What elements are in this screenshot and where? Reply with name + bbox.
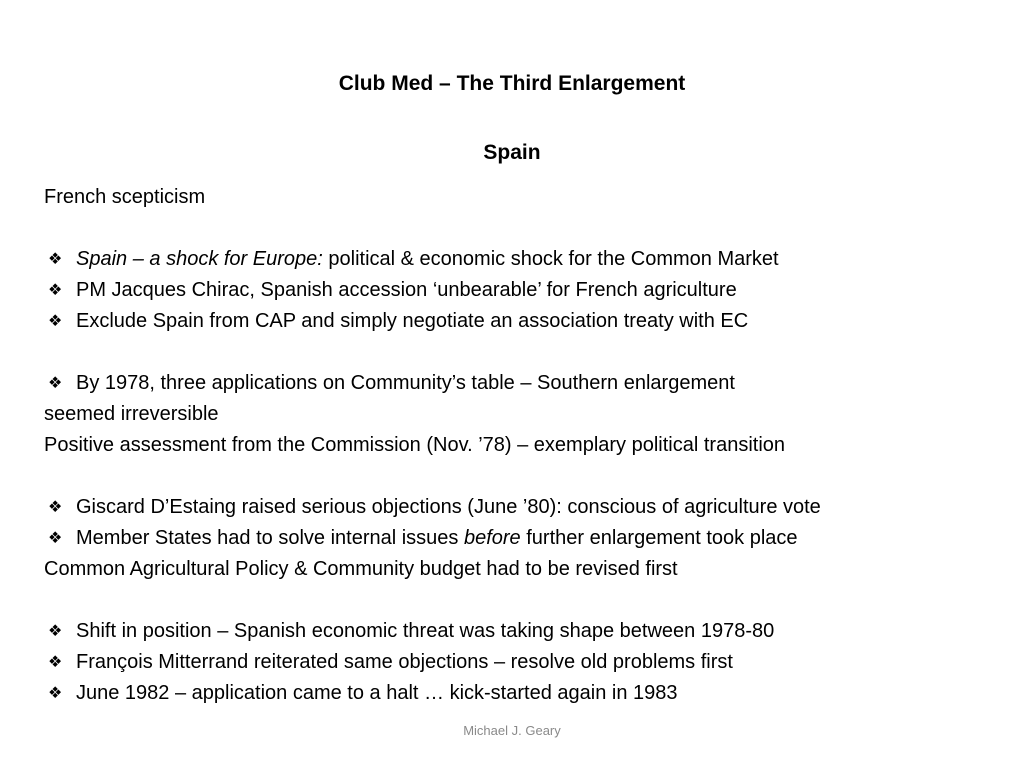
bullet-diamond-icon: ❖ [48, 499, 63, 516]
bullet-diamond-icon: ❖ [48, 685, 63, 702]
bullet-text: political & economic shock for the Common Market [322, 248, 779, 270]
slide-footer: Michael J. Geary [463, 723, 561, 738]
spacer [44, 213, 984, 244]
spacer [44, 337, 984, 368]
bullet-item [44, 616, 984, 647]
intro-text: French scepticism [44, 186, 206, 208]
bullet-text: PM Jacques Chirac, Spanish accession ‘unbearable’ for French agriculture [76, 279, 737, 301]
paragraph-text: Common Agricultural Policy & Community budget had to be revised first [44, 558, 678, 580]
bullet-text: further enlargement took place [520, 527, 798, 549]
bullet-item [44, 275, 984, 306]
spacer [44, 585, 984, 616]
paragraph-text: Positive assessment from the Commission (Nov. ’78) – exemplary political transition [44, 434, 786, 456]
bullet-item [44, 647, 984, 678]
bullet-text: Shift in position – Spanish economic threat was taking shape between 1978-80 [76, 620, 775, 642]
bullet-diamond-icon: ❖ [48, 623, 63, 640]
slide-subtitle: Spain [483, 141, 541, 164]
bullet-diamond-icon: ❖ [48, 530, 63, 547]
spacer [44, 461, 984, 492]
bullet-item [44, 244, 984, 275]
bullet-item [44, 306, 984, 337]
bullet-item [44, 678, 984, 709]
bullet-text: Member States had to solve internal issues [76, 527, 464, 549]
bullet-text: By 1978, three applications on Community’s table – Southern enlargement [76, 372, 735, 394]
bullet-diamond-icon: ❖ [48, 654, 63, 671]
bullet-emphasis: Spain – a shock for Europe: [76, 248, 323, 270]
bullet-text: Giscard D’Estaing raised serious objections (June ’80): conscious of agriculture vote [76, 496, 821, 518]
bullet-diamond-icon: ❖ [48, 251, 63, 268]
bullet-item [44, 492, 984, 523]
bullet-emphasis: before [463, 527, 521, 549]
bullet-item [44, 368, 984, 399]
bullet-item [44, 523, 984, 554]
bullet-text: June 1982 – application came to a halt … kick-started again in 1983 [76, 682, 678, 704]
slide-body [44, 182, 984, 709]
bullet-continuation: seemed irreversible [44, 403, 219, 425]
bullet-diamond-icon: ❖ [48, 375, 63, 392]
bullet-text: François Mitterrand reiterated same objections – resolve old problems first [76, 651, 733, 673]
bullet-diamond-icon: ❖ [48, 313, 63, 330]
bullet-text: Exclude Spain from CAP and simply negotiate an association treaty with EC [76, 310, 749, 332]
slide-title: Club Med – The Third Enlargement [338, 72, 686, 95]
bullet-diamond-icon: ❖ [48, 282, 63, 299]
